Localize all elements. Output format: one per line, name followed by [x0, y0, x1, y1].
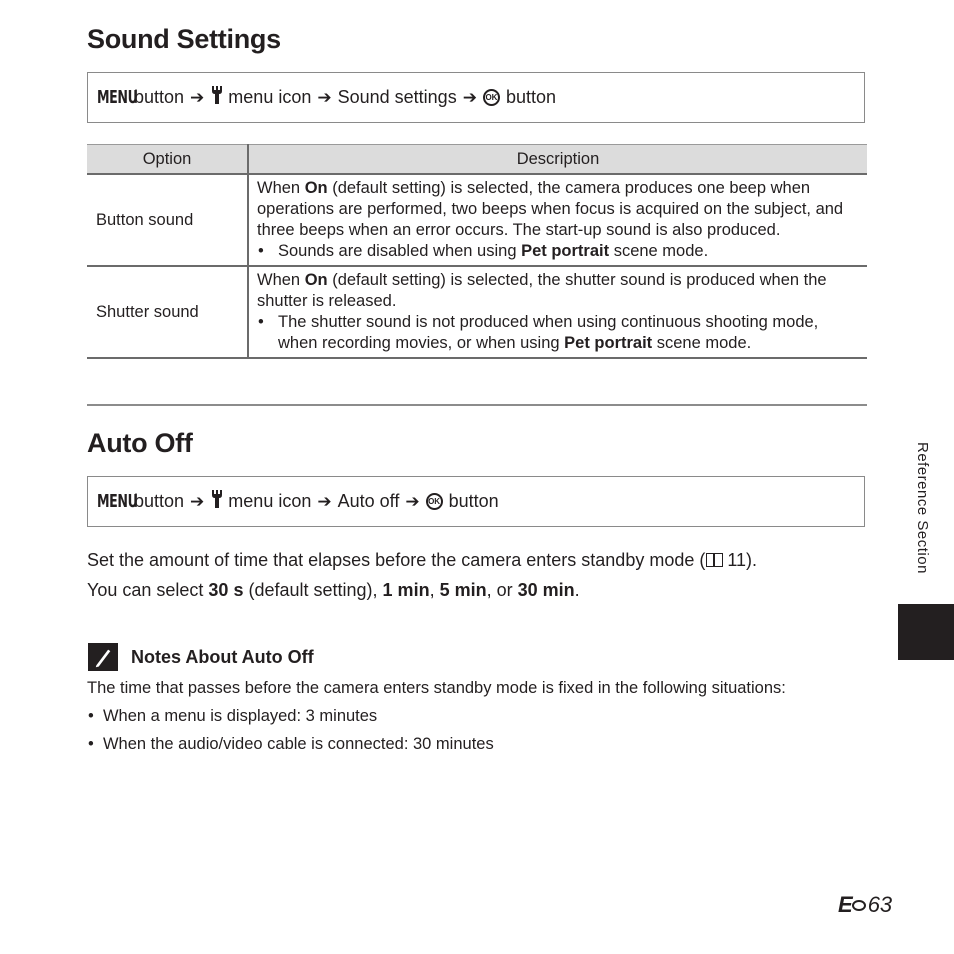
note-title: Notes About Auto Off: [131, 647, 314, 667]
arrow-icon: ➔: [190, 491, 205, 511]
option-name: Shutter sound: [87, 266, 248, 358]
ok-button-icon: OK: [483, 89, 500, 106]
sound-settings-menu-path: MENU button ➔ menu icon ➔ Sound settings ➔ OK button: [87, 72, 865, 123]
sound-settings-heading: Sound Settings: [87, 24, 281, 54]
sound-options-table: [87, 144, 867, 359]
page-reference: 11: [727, 550, 747, 570]
auto-off-heading: Auto Off: [87, 428, 193, 458]
note-intro: The time that passes before the camera enters standby mode is fixed in the following situations:: [87, 679, 786, 697]
table-header-option: Option: [87, 145, 248, 175]
section-divider: [87, 404, 867, 406]
note-pencil-icon: [88, 643, 118, 671]
auto-off-menu-path: MENU button ➔ menu icon ➔ Auto off ➔ OK button: [87, 476, 865, 527]
menu-button-glyph: MENU: [97, 491, 138, 512]
side-tab-label: Reference Section: [914, 442, 931, 574]
arrow-icon: ➔: [462, 87, 477, 107]
side-tab-marker: [898, 604, 954, 660]
page-number: E 63: [838, 892, 893, 917]
auto-off-description: Set the amount of time that elapses before the camera enters standby mode ( 11).: [87, 550, 758, 570]
book-icon: [706, 553, 723, 567]
wrench-icon: [210, 85, 224, 110]
wrench-icon: [210, 489, 224, 514]
option-description: When On (default setting) is selected, the shutter sound is produced when the shutter is released. • The shutter sound is not produced when using continuous shooting mode, when recording movies, or when using Pet portrait scene mode.: [248, 266, 867, 358]
arrow-icon: ➔: [317, 491, 332, 511]
table-row: [87, 174, 867, 266]
table-row: [87, 266, 867, 358]
table-header-description: Description: [248, 145, 867, 175]
menu-button-glyph: MENU: [97, 87, 138, 108]
description-bullet: • The shutter sound is not produced when using continuous shooting mode, when recording movies, or when using Pet portrait scene mode.: [258, 313, 819, 352]
arrow-icon: ➔: [317, 87, 332, 107]
list-item: • When the audio/video cable is connected: 30 minutes: [88, 735, 494, 753]
auto-off-options-text: You can select 30 s (default setting), 1 min, 5 min, or 30 min.: [87, 580, 580, 600]
arrow-icon: ➔: [405, 491, 420, 511]
option-description: When On (default setting) is selected, the camera produces one beep when operations are performed, two beeps when focus is acquired on the subject, and three beeps when an error occurs. The start-up sound is also produced. • Sounds are disabled when using Pet portrait scene mode.: [248, 174, 867, 266]
arrow-icon: ➔: [190, 87, 205, 107]
list-item: • When a menu is displayed: 3 minutes: [88, 707, 378, 725]
reference-section-icon: E: [838, 892, 866, 918]
ok-button-icon: OK: [426, 493, 443, 510]
option-name: Button sound: [87, 174, 248, 266]
description-bullet: • Sounds are disabled when using Pet portrait scene mode.: [258, 242, 709, 260]
